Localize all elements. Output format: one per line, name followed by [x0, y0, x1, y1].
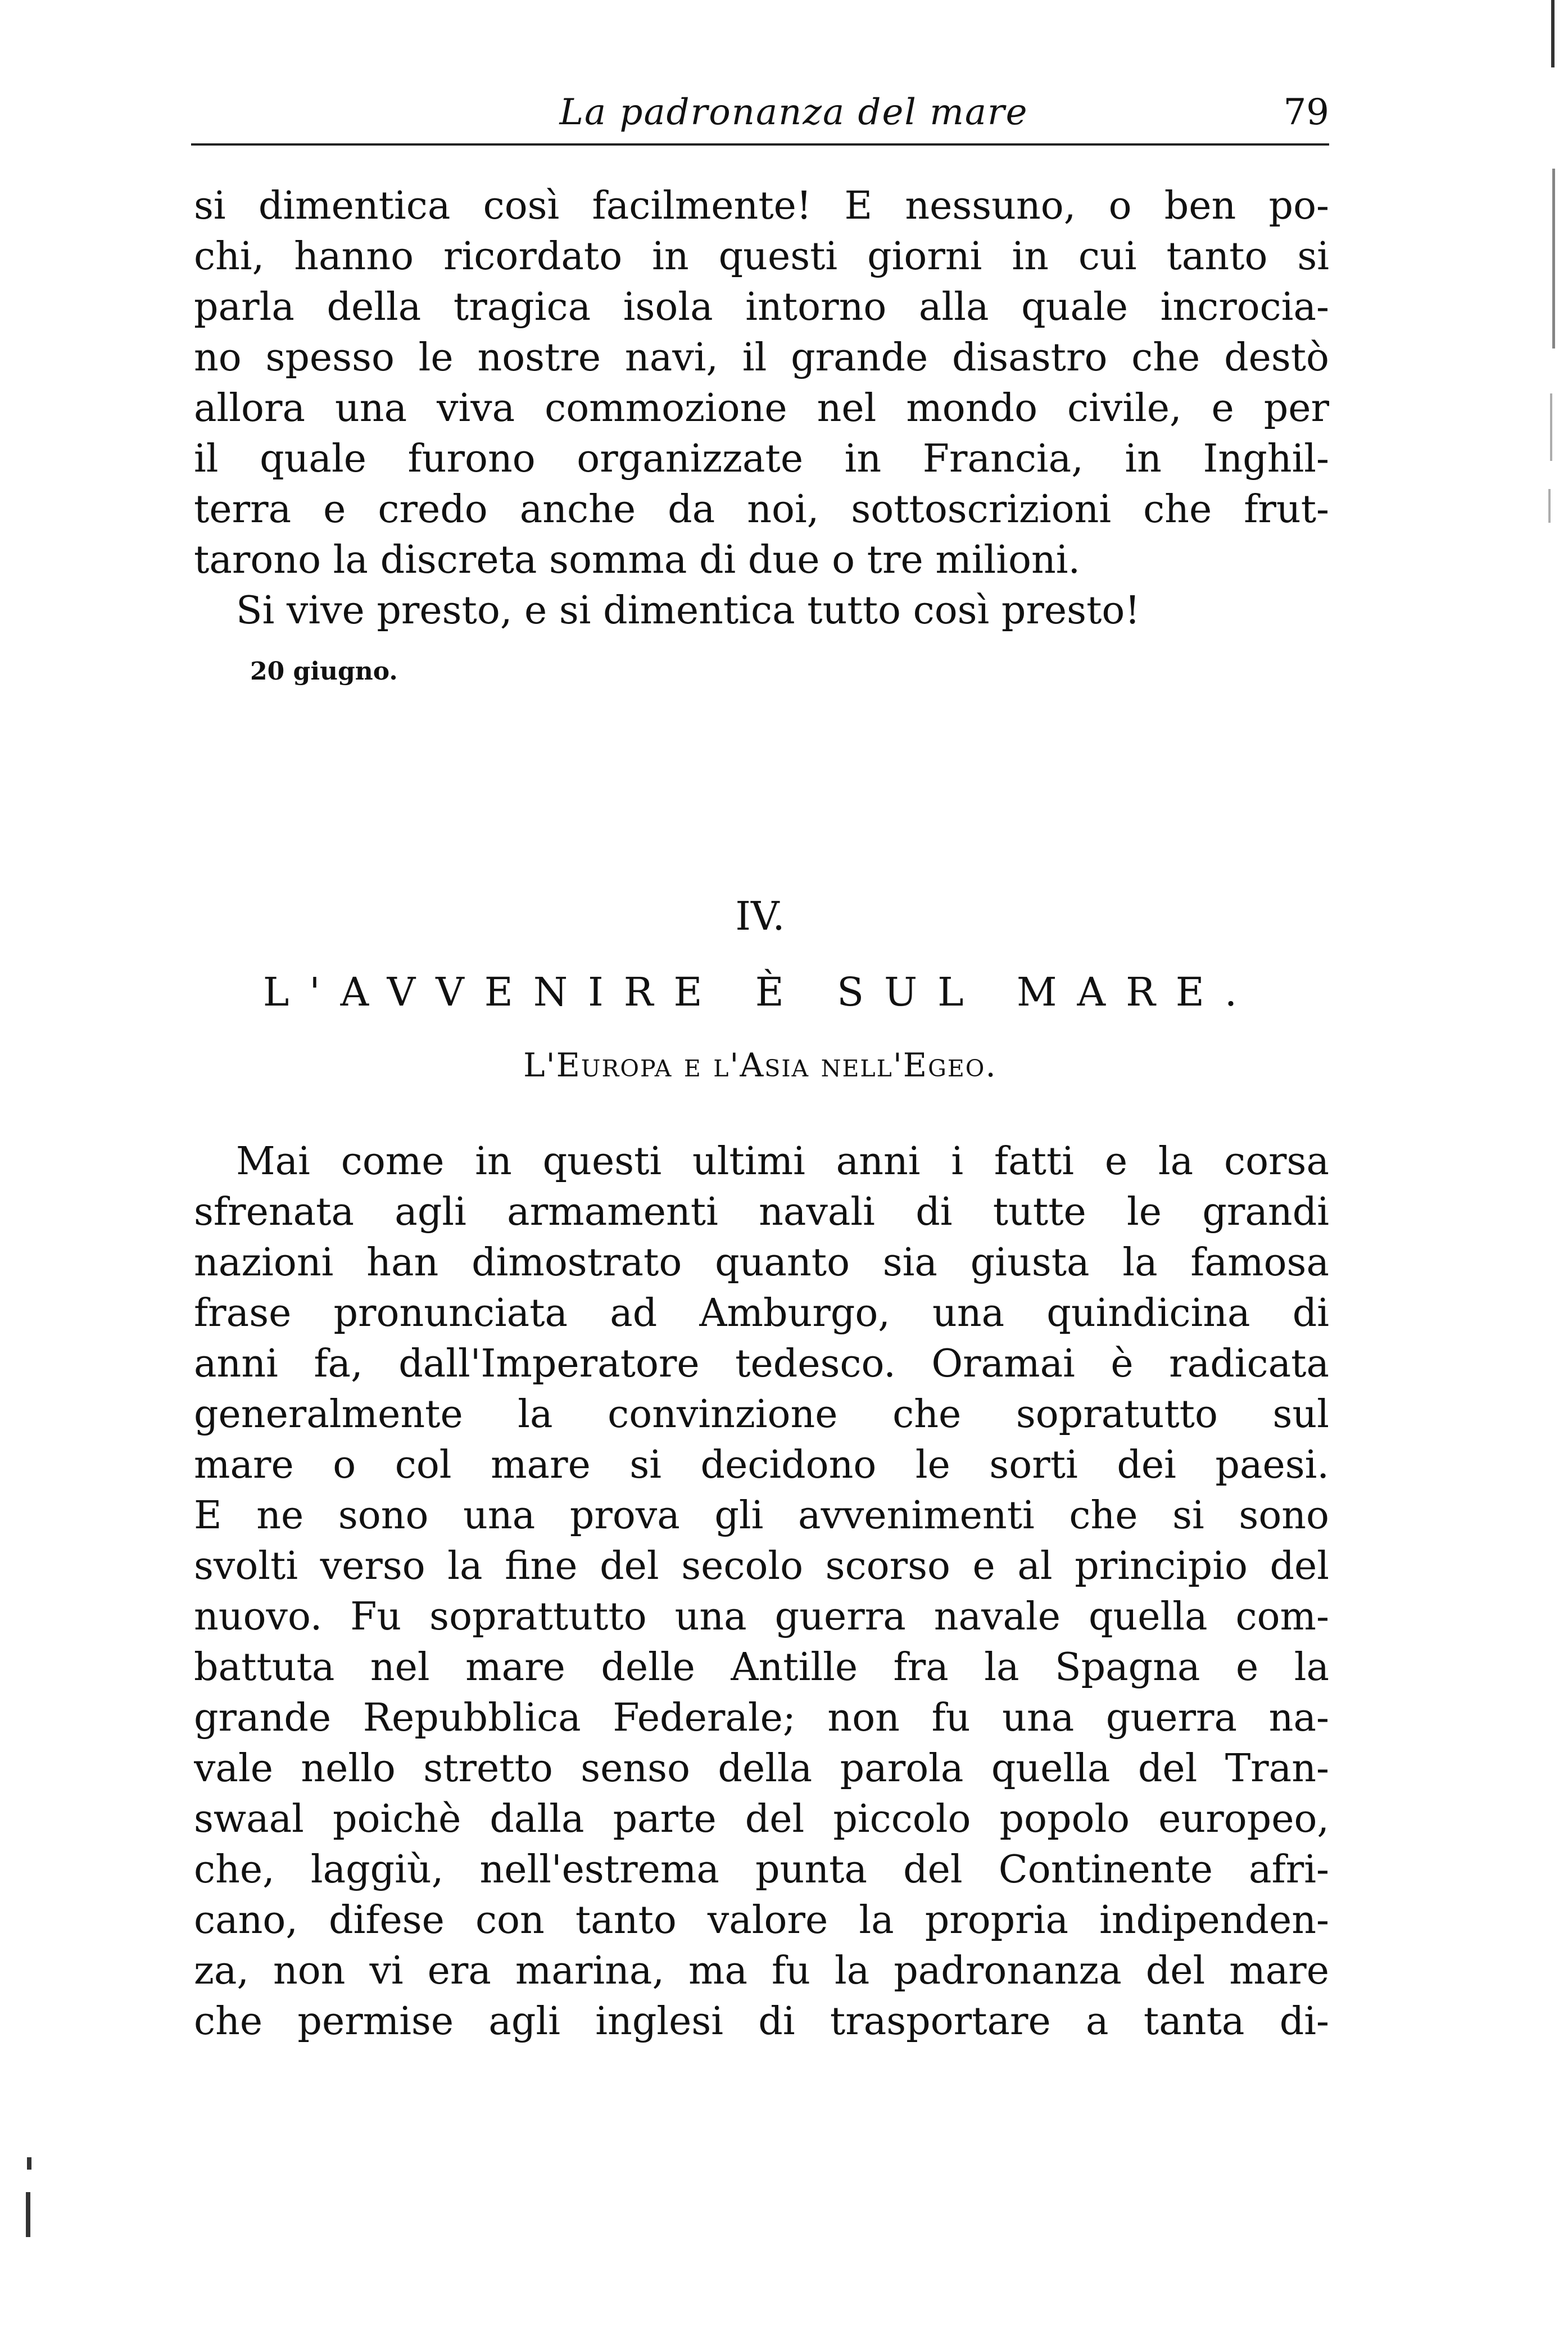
- text-line: za, non vi era marina, ma fu la padronanza del mare: [194, 1949, 1329, 1993]
- text-line: swaal poichè dalla parte del piccolo popolo europeo,: [194, 1797, 1329, 1841]
- text-line: mare o col mare si decidono le sorti dei paesi.: [194, 1443, 1329, 1487]
- text-line: generalmente la convinzione che sopratutto sul: [194, 1392, 1329, 1437]
- text-line: terra e credo anche da noi, sottoscrizioni che frut-: [194, 487, 1329, 532]
- scan-edge-mark: [1551, 0, 1555, 67]
- text-line: E ne sono una prova gli avvenimenti che si sono: [194, 1493, 1329, 1538]
- scan-edge-mark: [1550, 393, 1552, 461]
- text-line: svolti verso la fine del secolo scorso e al principio del: [194, 1544, 1329, 1588]
- text-line: che, laggiù, nell'estrema punta del Continente afri-: [194, 1848, 1329, 1892]
- text-line: grande Repubblica Federale; non fu una guerra na-: [194, 1696, 1329, 1740]
- text-line: il quale furono organizzate in Francia, in Inghil-: [194, 437, 1329, 481]
- text-line: chi, hanno ricordato in questi giorni in cui tanto si: [194, 234, 1329, 279]
- page-number: 79: [1283, 92, 1329, 133]
- text-line: tarono la discreta somma di due o tre milioni.: [194, 538, 1081, 582]
- text-line: frase pronunciata ad Amburgo, una quindicina di: [194, 1291, 1329, 1335]
- section-number: IV.: [735, 893, 785, 939]
- text-line: cano, difese con tanto valore la propria indipenden-: [194, 1898, 1329, 1943]
- text-line: si dimentica così facilmente! E nessuno, o ben po-: [194, 184, 1329, 228]
- running-title: La padronanza del mare: [559, 92, 1028, 133]
- scan-edge-mark: [27, 2157, 31, 2170]
- text-line: allora una viva commozione nel mondo civile, e per: [194, 386, 1329, 431]
- top-paragraph: [194, 181, 1329, 636]
- text-line: Si vive presto, e si dimentica tutto così presto!: [236, 588, 1140, 633]
- section-subtitle: L'Europa e l'Asia nell'Egeo.: [523, 1046, 997, 1084]
- text-line: anni fa, dall'Imperatore tedesco. Oramai è radicata: [194, 1342, 1329, 1386]
- text-line: Mai come in questi ultimi anni i fatti e la corsa: [236, 1139, 1329, 1184]
- text-line: nazioni han dimostrato quanto sia giusta la famosa: [194, 1241, 1329, 1285]
- main-paragraph: [194, 1137, 1329, 2047]
- text-line: no spesso le nostre navi, il grande disastro che destò: [194, 336, 1329, 380]
- scan-edge-mark: [26, 2192, 30, 2237]
- text-line: sfrenata agli armamenti navali di tutte le grandi: [194, 1190, 1329, 1234]
- dateline: 20 giugno.: [250, 657, 398, 686]
- text-line: che permise agli inglesi di trasportare a tanta di-: [194, 1999, 1329, 2044]
- text-line: battuta nel mare delle Antille fra la Spagna e la: [194, 1645, 1329, 1690]
- scan-edge-mark: [1548, 489, 1551, 523]
- header-rule: [191, 143, 1329, 146]
- text-line: nuovo. Fu soprattutto una guerra navale quella com-: [194, 1595, 1329, 1639]
- scan-edge-mark: [1552, 169, 1555, 348]
- page-header: [191, 84, 1329, 146]
- text-line: parla della tragica isola intorno alla quale incrocia-: [194, 285, 1329, 329]
- section-title: L'AVVENIRE È SUL MARE.: [262, 969, 1258, 1015]
- text-line: vale nello stretto senso della parola quella del Tran-: [194, 1746, 1329, 1791]
